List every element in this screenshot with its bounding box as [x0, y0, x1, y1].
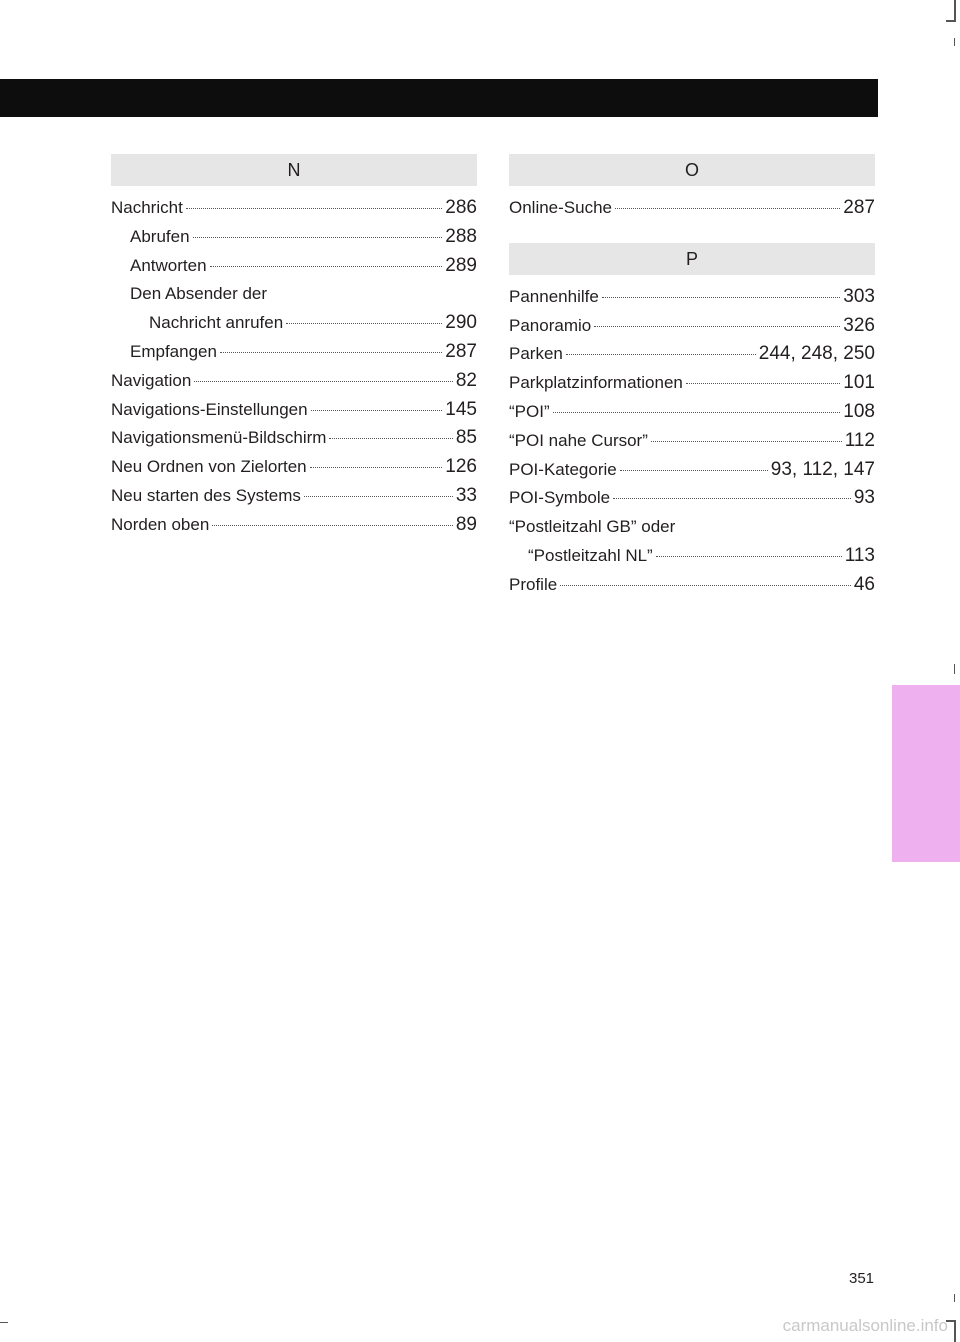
- crop-mark: [0, 1322, 8, 1323]
- crop-mark: [954, 664, 955, 674]
- leader-dots: [613, 498, 851, 499]
- leader-dots: [329, 438, 452, 439]
- section-header-p: P: [509, 243, 875, 275]
- section-header-n: N: [111, 154, 477, 186]
- entry-page: 33: [455, 484, 477, 506]
- entry-label: Neu Ordnen von Zielorten: [111, 457, 307, 477]
- index-subentry: [111, 338, 477, 367]
- entry-label-line1: Den Absender der: [130, 284, 268, 304]
- entries-p: [509, 283, 875, 600]
- crop-mark: [946, 20, 956, 22]
- page-number: 351: [849, 1270, 875, 1287]
- leader-dots: [286, 323, 442, 324]
- index-entry: [111, 367, 477, 396]
- entry-page: 289: [445, 254, 477, 276]
- entry-page: 286: [445, 197, 477, 218]
- leader-dots: [656, 556, 842, 557]
- leader-dots: [212, 525, 453, 526]
- leader-dots: [615, 208, 840, 209]
- leader-dots: [602, 297, 840, 298]
- entry-label: “Postleitzahl NL”: [528, 545, 653, 565]
- leader-dots: [311, 410, 443, 411]
- entry-page: 287: [843, 197, 875, 218]
- crop-mark: [954, 1320, 956, 1342]
- index-entry: [509, 513, 875, 571]
- leader-dots: [220, 352, 442, 353]
- entry-label: POI-Kategorie: [509, 459, 617, 479]
- entry-label: Navigation: [111, 370, 192, 390]
- leader-dots: [620, 470, 768, 471]
- index-entry: [509, 194, 875, 223]
- entry-label: Nachricht: [111, 198, 183, 217]
- entry-page: 46: [853, 573, 875, 595]
- index-entry: [509, 427, 875, 456]
- entry-label: Empfangen: [130, 341, 217, 361]
- index-entry: [111, 482, 477, 511]
- index-subentry: [111, 252, 477, 281]
- index-entry: [111, 194, 477, 223]
- index-entry: [509, 484, 875, 513]
- index-entry: [509, 369, 875, 398]
- leader-dots: [210, 266, 443, 267]
- index-entry: [509, 312, 875, 341]
- leader-dots: [594, 326, 840, 327]
- entry-label: Profile: [509, 574, 558, 594]
- index-subentry: [111, 223, 477, 252]
- entry-label: “POI”: [509, 401, 550, 421]
- entry-page: 101: [843, 372, 875, 394]
- entry-page: 93: [853, 487, 875, 509]
- entry-label: Panoramio: [509, 315, 592, 335]
- index-subentry: [111, 280, 477, 338]
- entry-label: Antworten: [130, 255, 207, 275]
- index-entry: [509, 283, 875, 312]
- crop-mark: [954, 1294, 955, 1302]
- entry-label: Neu starten des Systems: [111, 485, 301, 505]
- entry-label: Parkplatzinformationen: [509, 373, 683, 393]
- entry-page: 112: [844, 429, 875, 451]
- leader-dots: [193, 237, 443, 238]
- leader-dots: [194, 381, 453, 382]
- entry-label: Online-Suche: [509, 198, 613, 217]
- entry-page: 244, 248, 250: [758, 343, 875, 365]
- entry-label-line1: “Postleitzahl GB” oder: [509, 517, 676, 537]
- leader-dots: [686, 383, 840, 384]
- index-entry: [111, 396, 477, 425]
- entry-page: 82: [455, 369, 477, 391]
- entries-o: [509, 194, 875, 223]
- entry-label: POI-Symbole: [509, 488, 611, 508]
- entry-page: 287: [445, 340, 477, 362]
- entries-n: [111, 194, 477, 540]
- entry-page: 145: [445, 398, 477, 420]
- entry-label: Abrufen: [130, 226, 190, 246]
- entry-label: “POI nahe Cursor”: [509, 430, 648, 450]
- crop-mark: [954, 0, 956, 22]
- entry-page: 85: [455, 427, 477, 449]
- index-entry: [509, 571, 875, 600]
- index-entry: [111, 424, 477, 453]
- entry-label: Navigations-Einstellungen: [111, 399, 308, 419]
- leader-dots: [566, 354, 756, 355]
- chapter-tab: [892, 685, 960, 862]
- entry-label: Navigationsmenü-Bildschirm: [111, 428, 327, 448]
- leader-dots: [310, 467, 443, 468]
- entry-page: 288: [445, 225, 477, 247]
- entry-page: 113: [844, 544, 875, 566]
- index-entry: [111, 453, 477, 482]
- entry-page: 93, 112, 147: [770, 458, 875, 480]
- entry-label: Parken: [509, 344, 563, 364]
- entry-page: 303: [843, 285, 875, 307]
- watermark: carmanualsonline.info: [782, 1316, 948, 1335]
- leader-dots: [186, 208, 442, 209]
- crop-mark: [954, 38, 955, 46]
- entry-label: Nachricht anrufen: [149, 313, 284, 333]
- index-entry: [509, 456, 875, 485]
- leader-dots: [560, 585, 851, 586]
- leader-dots: [651, 441, 842, 442]
- entry-page: 108: [843, 400, 875, 422]
- leader-dots: [553, 412, 841, 413]
- entry-label: Norden oben: [111, 514, 210, 534]
- entry-page: 290: [445, 312, 477, 334]
- index-entry: [509, 398, 875, 427]
- index-column-left: [111, 154, 477, 560]
- entry-page: 89: [455, 513, 477, 535]
- section-header-o: O: [509, 154, 875, 186]
- entry-page: 126: [445, 456, 477, 478]
- index-column-right: [509, 154, 875, 620]
- index-entry: [509, 340, 875, 369]
- leader-dots: [304, 496, 453, 497]
- entry-label: Pannenhilfe: [509, 286, 599, 306]
- entry-page: 326: [843, 314, 875, 336]
- index-entry: [111, 511, 477, 540]
- header-bar: [0, 79, 878, 117]
